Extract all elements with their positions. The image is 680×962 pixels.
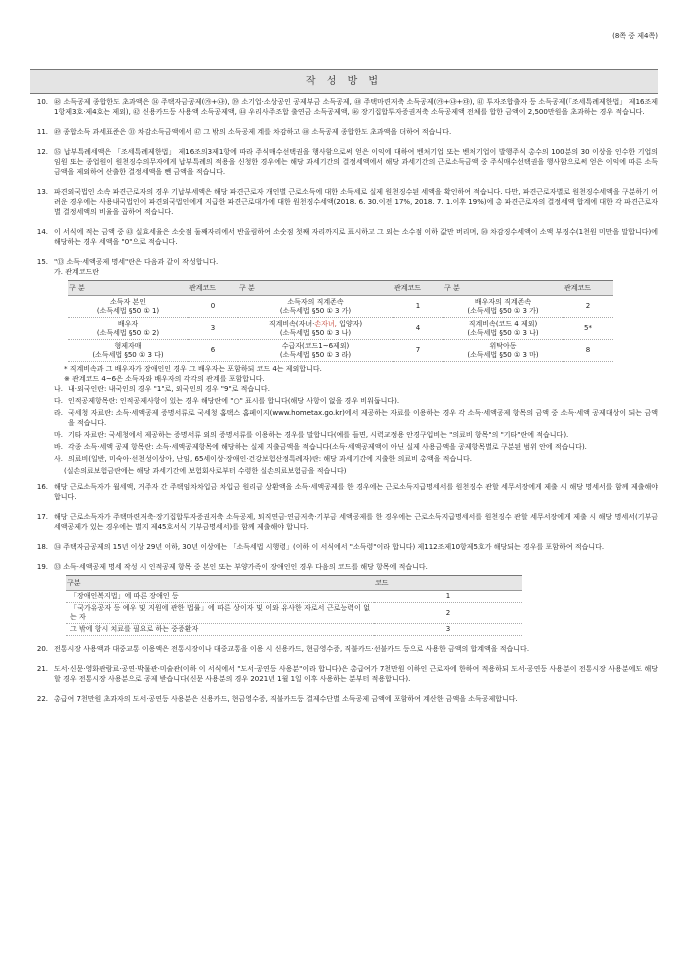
instruction-item-12 [30,147,658,177]
instruction-item-17 [30,512,658,532]
item-number: 20. [36,645,48,653]
item-text: 파견외국법인 소속 파견근로자의 경우 기납부세액은 해당 파견근로자 개인별 근로소득에 대한 소득세로 실제 원천징수된 세액을 확인하여 적습니다. 다만, 파견근로자별로 원천징수세액을 구분하기 어려운 경우에는 사용내국법인이 파견외국법인에게 지급한 파견근로대가에 대한 원천징수세액(2018. 6. 30.이전 17%, 2018. 7. 1.이후 19%)에 총 파견근로자의 결정세액 합계에 대한 각 파견근로자별 결정세액의 비율을 곱하여 적습니다. [54,188,658,216]
item-number: 16. [36,483,48,491]
table-cell: 「국가유공자 등 예우 및 지원에 관한 법률」에 따른 상이자 및 이와 유사한 자로서 근로능력이 없는 자 [66,603,374,624]
item-number: 11. [36,128,48,136]
grandchild-marker: 손자녀, [314,319,337,328]
header-category-3: 구 분 [443,281,563,296]
item-text: 도서·신문·영화관람료·공연·박물관·미술관(이하 이 서식에서 "도서·공연등 사용분"이라 합니다)은 총급여가 7천만원 이하인 근로자에 한하여 적용하되 도서·공연등 사용분이 전통시장 사용분에도 해당할 경우 전통시장 사용분으로 공제 받습니다(신문 사용분의 경우 2021년 1월 1일 이후 사용하는 분부터 적용합니다). [54,665,658,683]
item-text: ㊾ 종합소득 과세표준은 ㉛ 차감소득금액에서 ㊼ 그 밖의 소득공제 계를 차감하고 ㊽ 소득공제 종합한도 초과액을 더하여 적습니다. [54,128,452,136]
table-cell: 「장애인복지법」에 따른 장애인 등 [66,591,374,603]
table-cell: 형제자매 (소득세법 §50 ① 3 다) [68,340,188,362]
code-cell: 1 [374,591,522,603]
table-cell: 위탁아동 (소득세법 §50 ① 3 마) [443,340,563,362]
item-number: 15. [36,258,48,266]
page-number: (8쪽 중 제4쪽) [612,32,658,40]
instruction-item-10 [30,97,658,117]
item-text: ㉞ 주택자금공제의 15년 이상 29년 이하, 30년 이상에는 「소득세법 시행령」(이하 이 서식에서 "소득령"이라 합니다) 제112조제10항제5호가 해당되는 경우를 포함하여 적습니다. [54,543,605,551]
table-row [66,603,522,624]
item-text: ㉟ 납부특례세액은 「조세특례제한법」 제16조의3제1항에 따라 주식매수선택권을 행사함으로써 얻은 이익에 대하여 벤처기업 또는 벤처기업이 발행주식 총수의 100분의 30 이상을 인수한 기업의 임원 또는 종업원이 원천징수의무자에게 납부특례의 적용을 신청한 경우에는 해당 과세기간의 결정세액에서 해당 과세기간의 근로소득금액 중 주식매수선택권을 행사함으로써 얻은 이익에 따른 소득금액을 제외하여 산출한 결정세액을 뺀 금액을 적습니다. [54,148,658,176]
code-cell: 0 [188,296,238,318]
subheading-relation-code: 가. 관계코드란 [54,268,100,276]
instruction-item-15 [30,257,658,476]
item-text: "⑬ 소득·세액공제 명세"란은 다음과 같이 작성합니다. [54,258,219,266]
table-cell: 배우자의 직계존속 (소득세법 §50 ① 3 가) [443,296,563,318]
item-number: 14. [36,228,48,236]
table-row [68,318,613,340]
item-number: 17. [36,513,48,521]
code-cell: 3 [374,624,522,636]
instruction-item-14 [30,227,658,247]
instruction-item-20 [30,644,658,654]
item-number: 12. [36,148,48,156]
table-row [68,296,613,318]
item-content [54,257,658,476]
item-text: ㊽ 소득공제 종합한도 초과액은 ㉞ 주택자금공제(㉮+㉯), ㊴ 소기업·소상공인 공제부금 소득공제, ㊵ 주택마련저축 소득공제(㉮+㉯+㉰), ㊶ 투자조합출자 등 소득공제(「조세특례제한법」 제16조제1항제3호·제4호는 제외), ㊷ 신용카드등 사용액 소득공제액, ㊹ 우리사주조합 출연금 소득공제액, ㊻ 장기집합투자증권저축 소득공제액 전체를 합한 금액이 2,500만원을 초과하는 경우 적습니다. [54,98,658,116]
instruction-item-22 [30,694,658,704]
table-cell: 배우자 (소득세법 §50 ① 2) [68,318,188,340]
code-cell: 1 [393,296,443,318]
sub-item-ra: 라. 국세청 자료란: 소득·세액공제 증명서류로 국세청 홈택스 홈페이지(www.hometax.go.kr)에서 제공하는 자료를 이용하는 경우 각 소득·세액공제 항목의 금액 중 소득·세액 공제대상이 되는 금액을 적습니다. [54,409,658,427]
code-cell: 4 [393,318,443,340]
item-number: 19. [36,563,48,571]
table-cell: 소득자 본인 (소득세법 §50 ① 1) [68,296,188,318]
sub-item-na: 나. 내·외국인란: 내국인의 경우 "1"로, 외국인의 경우 "9"로 적습니다. [54,385,270,393]
instruction-item-19 [30,562,658,638]
item-number: 21. [36,665,48,673]
table-cell: 소득자의 직계존속 (소득세법 §50 ① 3 가) [238,296,393,318]
table-cell: 직계비속(자녀·손자녀, 입양자) (소득세법 §50 ① 3 나) [238,318,393,340]
instruction-item-11 [30,127,658,137]
item-text: 해당 근로소득자가 월세액, 거주자 간 주택임차차입금 차입금 원리금 상환액을 소득·세액공제를 한 경우에는 근로소득지급명세서를 원천징수 관할 세무서장에게 제출 시 해당 명세서를 함께 제출해야 합니다. [54,483,658,501]
header-category-1: 구 분 [68,281,188,296]
sub-item-sa-note: (실손의료보험금란에는 해당 과세기간에 보험회사로부터 수령한 실손의료보험금을 적습니다) [64,467,347,475]
table-header-row [66,576,522,591]
item-number: 22. [36,695,48,703]
sub-item-ba: 바. 각종 소득·세액 공제 항목란: 소득·세액공제항목에 해당하는 실제 지출금액을 적습니다(소득·세액공제액이 아닌 실제 사용금액을 공제항목별로 구분된 범위 안에 적습니다). [54,443,587,451]
disability-code-table [66,575,522,636]
item-text: ㉝ 소득·세액공제 명세 작성 시 인적공제 항목 중 본인 또는 부양가족이 장애인인 경우 다음의 코드를 해당 항목에 적습니다. [54,563,428,571]
item-text: 해당 근로소득자가 주택마련저축·장기집합투자증권저축 소득공제, 퇴직연금·연금저축·기부금 세액공제를 한 경우에는 근로소득지급명세서를 원천징수 관할 세무서장에게 제출 시 해당 명세서(기부금세액공제가 있는 경우에는 별지 제45호서식 기부금명세서)를 함께 제출해야 합니다. [54,513,658,531]
header-category: 구분 [66,576,374,591]
item-number: 18. [36,543,48,551]
sub-item-ma: 마. 기타 자료란: 국세청에서 제공하는 증명서류 외의 증명서류를 이용하는 경우를 말합니다(예를 들면, 시력교정용 안경구입비는 "의료비 항목"의 "기타"란에 적습니다). [54,431,569,439]
table-row [66,591,522,603]
section-header: 작 성 방 법 [30,69,658,94]
instructions-body [30,97,658,714]
code-cell: 6 [188,340,238,362]
code-cell: 2 [563,296,613,318]
code-cell: 5* [563,318,613,340]
item-text: 총급여 7천만원 초과자의 도서·공연등 사용분은 신용카드, 현금영수증, 직불카드등 결제수단별 소득공제 금액에 포함하여 계산한 금액을 소득공제합니다. [54,695,518,703]
instruction-item-21 [30,664,658,684]
table-cell: 그 밖에 항시 치료를 필요로 하는 중증환자 [66,624,374,636]
footnote-star: * 직계비속과 그 배우자가 장애인인 경우 그 배우자는 포함하되 코드 4는 제외합니다. [64,365,322,373]
code-cell: 3 [188,318,238,340]
instruction-item-13 [30,187,658,217]
child-descendant-label: 직계비속(자녀·손자녀, 입양자) [268,319,363,328]
table-header-row [68,281,613,296]
header-code-2: 관계코드 [393,281,443,296]
header-code-3: 관계코드 [563,281,613,296]
table-cell: 수급자(코드1~6제외) (소득세법 §50 ① 3 라) [238,340,393,362]
footnote-reference: ※ 관계코드 4~6은 소득자와 배우자의 각각의 관계를 포함합니다. [64,375,265,383]
sub-item-da: 다. 인적공제항목란: 인적공제사항이 있는 경우 해당란에 "○" 표시를 합니다(해당 사항이 없을 경우 비워둡니다). [54,397,400,405]
item-number: 10. [36,98,48,106]
item-text: 이 서식에 적는 금액 중 ㊸ 실효세율은 소숫점 둘째자리에서 반올림하여 소숫점 첫째 자리까지로 표시하고 그 외는 소수점 이하 값만 버리며, ㊿ 차감징수세액이 소액 부징수(1천원 미만을 말합니다)에 해당하는 경우 세액을 "0"으로 적습니다. [54,228,658,246]
sub-item-sa: 사. 의료비(일반, 미숙아·선천성이상아, 난임, 65세이상·장애인·건강보험산정특례자)란: 해당 과세기간에 지출한 의료비 총액을 적습니다. [54,455,472,463]
header-code-1: 관계코드 [188,281,238,296]
item-content [54,562,658,638]
table-cell: 직계비속(코드 4 제외) (소득세법 §50 ① 3 나) [443,318,563,340]
instruction-item-18 [30,542,658,552]
header-code: 코드 [374,576,522,591]
table-row [68,340,613,362]
instruction-item-16 [30,482,658,502]
item-number: 13. [36,188,48,196]
relation-code-table [68,280,613,362]
header-category-2: 구 분 [238,281,393,296]
table-row [66,624,522,636]
item-text: 전통시장 사용액과 대중교통 이용액은 전통시장이나 대중교통을 이용 시 신용카드, 현금영수증, 직불카드·선불카드 등으로 사용한 금액의 합계액을 적습니다. [54,645,530,653]
code-cell: 7 [393,340,443,362]
code-cell: 2 [374,603,522,624]
code-cell: 8 [563,340,613,362]
